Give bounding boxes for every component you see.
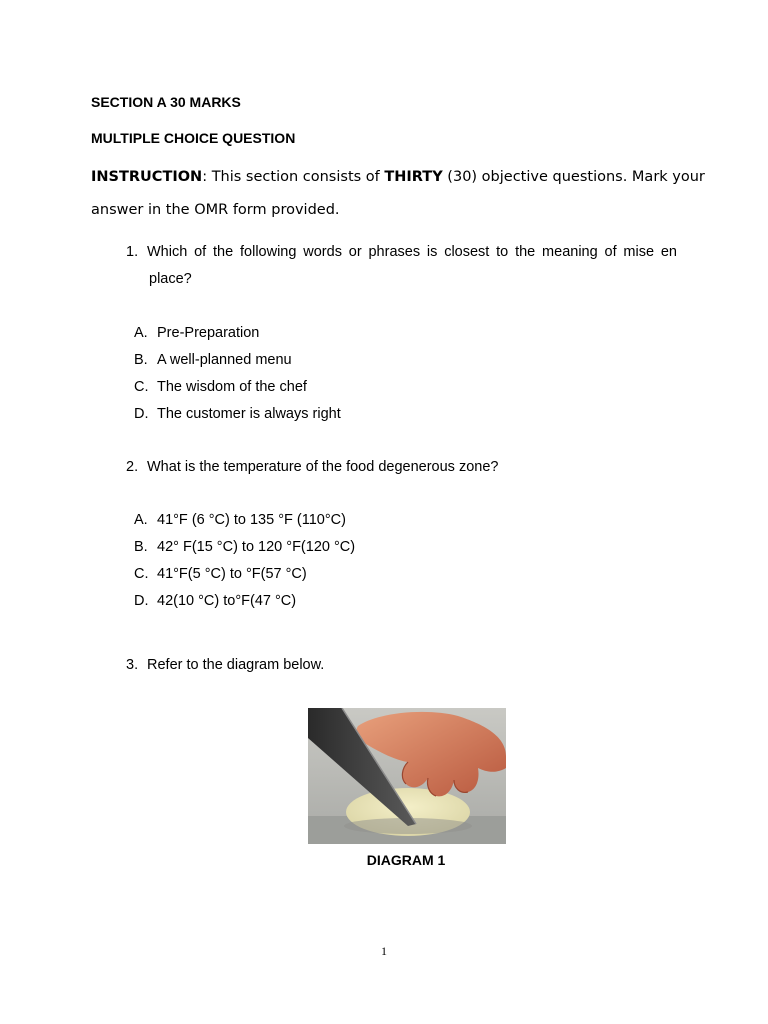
option-text: A well-planned menu — [157, 352, 292, 368]
option-text: Pre-Preparation — [157, 325, 260, 341]
question-1-text-cont: place? — [149, 271, 192, 287]
option-letter: D. — [134, 593, 149, 609]
diagram-photo — [308, 708, 506, 844]
section-title: SECTION A 30 MARKS — [91, 94, 241, 110]
option-letter: C. — [134, 566, 149, 582]
option-letter: C. — [134, 379, 149, 395]
option-letter: A. — [134, 325, 148, 341]
option-letter: B. — [134, 352, 148, 368]
knife-cutting-onion-image — [308, 708, 506, 844]
option-letter: B. — [134, 539, 148, 555]
option-text: 41°F (6 °C) to 135 °F (110°C) — [157, 512, 346, 528]
question-2-number: 2. — [126, 459, 139, 475]
instruction-label: INSTRUCTION — [91, 169, 203, 185]
option-text: The customer is always right — [157, 406, 341, 422]
option-text: The wisdom of the chef — [157, 379, 307, 395]
option-letter: A. — [134, 512, 148, 528]
question-2-text: What is the temperature of the food degenerous zone? — [147, 459, 499, 475]
instruction-line-1: INSTRUCTION: This section consists of THIRTY (30) objective questions. Mark your — [91, 169, 705, 185]
option-text: 42(10 °C) to°F(47 °C) — [157, 593, 297, 609]
question-1-text: Which of the following words or phrases is closest to the meaning of mise en — [147, 244, 677, 260]
option-text: 42° F(15 °C) to 120 °F(120 °C) — [157, 539, 356, 555]
instruction-count-word: THIRTY — [384, 169, 443, 185]
option-text: 41°F(5 °C) to °F(57 °C) — [157, 566, 307, 582]
question-3-number: 3. — [126, 657, 139, 673]
page-number: 1 — [381, 944, 387, 958]
question-1-number: 1. — [126, 244, 139, 260]
question-3-text: Refer to the diagram below. — [147, 657, 325, 673]
subtitle: MULTIPLE CHOICE QUESTION — [91, 130, 296, 146]
instruction-line-2: answer in the OMR form provided. — [91, 202, 340, 218]
diagram-caption: DIAGRAM 1 — [366, 852, 446, 868]
option-letter: D. — [134, 406, 149, 422]
